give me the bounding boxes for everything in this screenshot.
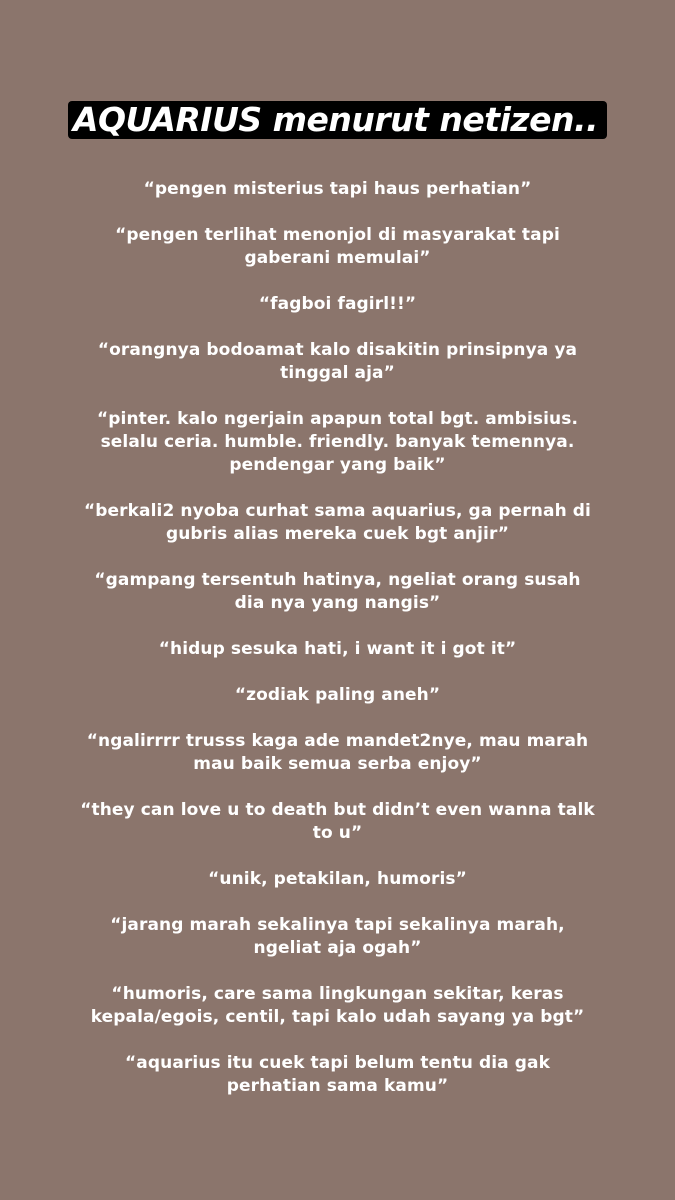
quote-item: “hidup sesuka hati, i want it i got it” [158, 639, 517, 659]
quote-item: “humoris, care sama lingkungan sekitar, keras kepala/egois, centil, tapi kalo udah sayang ya bgt” [90, 984, 585, 1027]
quote-item: “pengen misterius tapi haus perhatian” [143, 179, 532, 199]
quote-item: “they can love u to death but didn’t even wanna talk to u” [80, 800, 595, 843]
quote-item: “pengen terlihat menonjol di masyarakat tapi gaberani memulai” [115, 225, 560, 268]
quote-item: “jarang marah sekalinya tapi sekalinya marah, ngeliat aja ogah” [110, 915, 565, 958]
quote-item: “ngalirrrr trusss kaga ade mandet2nye, mau marah mau baik semua serba enjoy” [86, 731, 589, 774]
quote-item: “gampang tersentuh hatinya, ngeliat orang susah dia nya yang nangis” [94, 570, 581, 613]
quote-item: “pinter. kalo ngerjain apapun total bgt. ambisius. selalu ceria. humble. friendly. banyak temennya. pendengar yang baik” [97, 409, 578, 475]
quote-item: “berkali2 nyoba curhat sama aquarius, ga pernah di gubris alias mereka cuek bgt anjir” [84, 501, 591, 544]
quote-item: “aquarius itu cuek tapi belum tentu dia gak perhatian sama kamu” [125, 1053, 550, 1096]
quote-list [80, 178, 595, 1121]
quote-item: “orangnya bodoamat kalo disakitin prinsipnya ya tinggal aja” [97, 340, 578, 383]
quote-item: “unik, petakilan, humoris” [208, 869, 467, 889]
page-title: AQUARIUS menurut netizen.. [68, 101, 607, 139]
quote-item: “zodiak paling aneh” [234, 685, 441, 705]
title-container [0, 101, 675, 139]
quote-item: “fagboi fagirl!!” [258, 294, 417, 314]
